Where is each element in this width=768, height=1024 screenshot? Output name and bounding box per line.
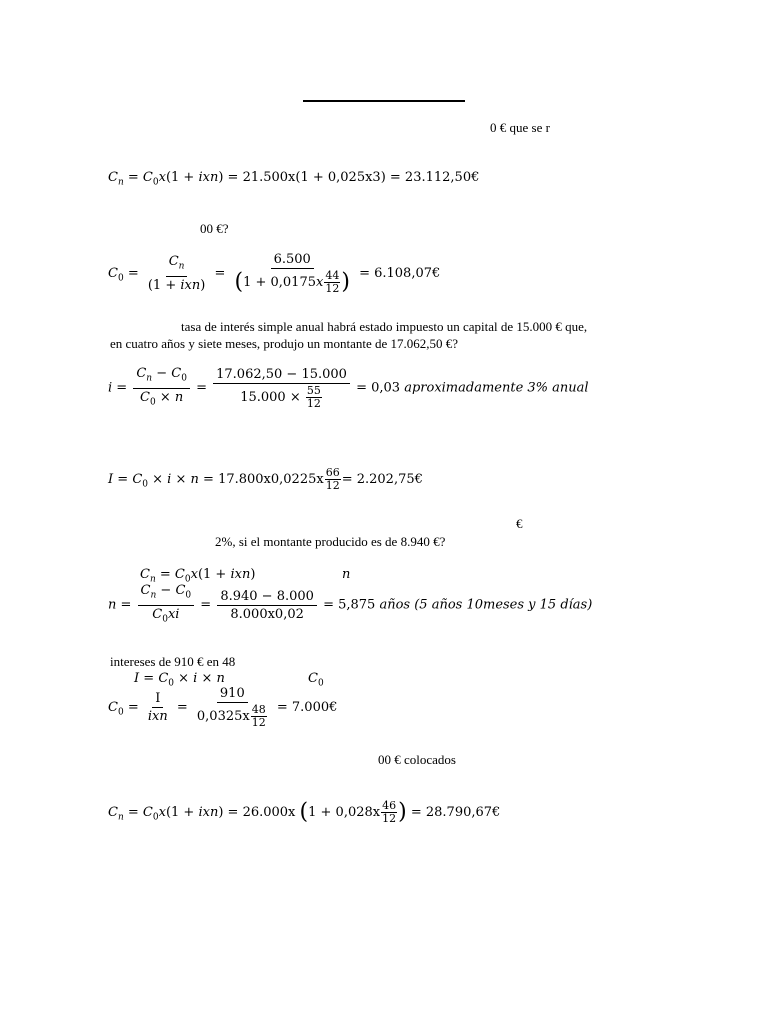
problem2-fraction-values: 6.500 (1 + 0,0175x $\frac{44}{12}$ ) [234, 252, 350, 295]
problem3-line1: tasa de interés simple anual habrá estado impuesto un capital de 15.000 € que, [181, 319, 588, 334]
problem3-formula: i = $\frac{C_n - C_0}{C_0 \times n}$ = 17.062,50 − 15.000 15.000 × $\frac{55}{12}$ = 0,03 aproximadamente 3% anual [108, 366, 589, 410]
problem5-fraction-general: $\frac{C_n - C_0}{C_0xi}$ [138, 583, 195, 627]
problem6-fraction-general: $\frac{I}{\text{ixn}}$ [147, 691, 168, 724]
problem3-fraction-general: $\frac{C_n - C_0}{C_0 \times n}$ [133, 366, 190, 410]
problem5-result: = 5,875 [323, 597, 376, 613]
problem5-fraction-values: $\frac{8.940 - 8.000}{8.000x0,02}$ [217, 589, 317, 622]
problem2-text: 00 €? [200, 221, 229, 236]
problem5-variable-n: n [342, 567, 351, 582]
problem4-result: = 2.202,75€ [341, 472, 423, 487]
problem6-fraction-values: 910 0,0325x $\frac{48}{12}$ [196, 686, 266, 729]
problem1-result: 21.500x(1 + 0,025x3) = 23.112,50€ [242, 170, 480, 185]
problem3-note: aproximadamente 3% anual [404, 380, 589, 396]
problem5-formula: n = $\frac{C_n - C_0}{C_0xi}$ = $\frac{8.940 - 8.000}{8.000x0,02}$ = 5,875 años (5 años 10meses y 15 días) [108, 583, 592, 627]
problem6-result: = 7.000€ [276, 700, 338, 715]
problem7-text: 00 € colocados [378, 752, 456, 767]
problem6-variable-c0: $C_0$ [308, 671, 324, 689]
problem5-euro: € [516, 516, 523, 531]
problem3-result: = 0,03 [356, 380, 401, 396]
problem4-formula: $I = C_0 \times i \times n = 17.800x0,0225x$ $\frac{66}{12}$ = 2.202,75€ [108, 466, 423, 492]
problem5-unit: años [379, 597, 411, 613]
problem2-fraction-general: $\frac{C_n}{\text{(1 + ixn)}}$ [147, 254, 206, 293]
problem3-line2: en cuatro años y siete meses, produjo un montante de 17.062,50 €? [110, 336, 459, 351]
problem1-formula: $C_n = C_0x(1 + ixn) = 21.500x(1 + 0,025x3)$ = 23.112,50€ [108, 170, 480, 188]
problem7-formula: $C_n = C_0x(1 + ixn) = 26.000x$ (1 + 0,028x $\frac{46}{12}$ ) = 28.790,67€ [108, 799, 501, 825]
problem6-text: intereses de 910 € en 48 [110, 654, 236, 669]
problem1-text: 0 € que se r [490, 120, 550, 135]
problem2-result: = 6.108,07€ [359, 266, 441, 281]
problem6-formula-general: $I = C_0 \times i \times n$ [134, 671, 225, 689]
problem5-formula-general: $C_n = C_0x(1 + ixn)$ [140, 567, 256, 585]
problem2-formula: $C_0$ = $\frac{C_n}{\text{(1 + ixn)}}$ = 6.500 (1 + 0,0175x $\frac{44}{12}$ ) = 6.108,07€ [108, 252, 441, 295]
problem5-note: (5 años 10meses y 15 días) [414, 597, 593, 613]
problem3-fraction-values: 17.062,50 − 15.000 15.000 × $\frac{55}{12}$ [213, 367, 350, 410]
title-underline [303, 100, 465, 102]
problem6-formula: $C_0$ = $\frac{I}{\text{ixn}}$ = 910 0,0325x $\frac{48}{12}$ = 7.000€ [108, 686, 338, 729]
problem5-text: 2%, si el montante producido es de 8.940 €? [215, 534, 446, 549]
problem7-result: = 28.790,67€ [410, 805, 501, 820]
